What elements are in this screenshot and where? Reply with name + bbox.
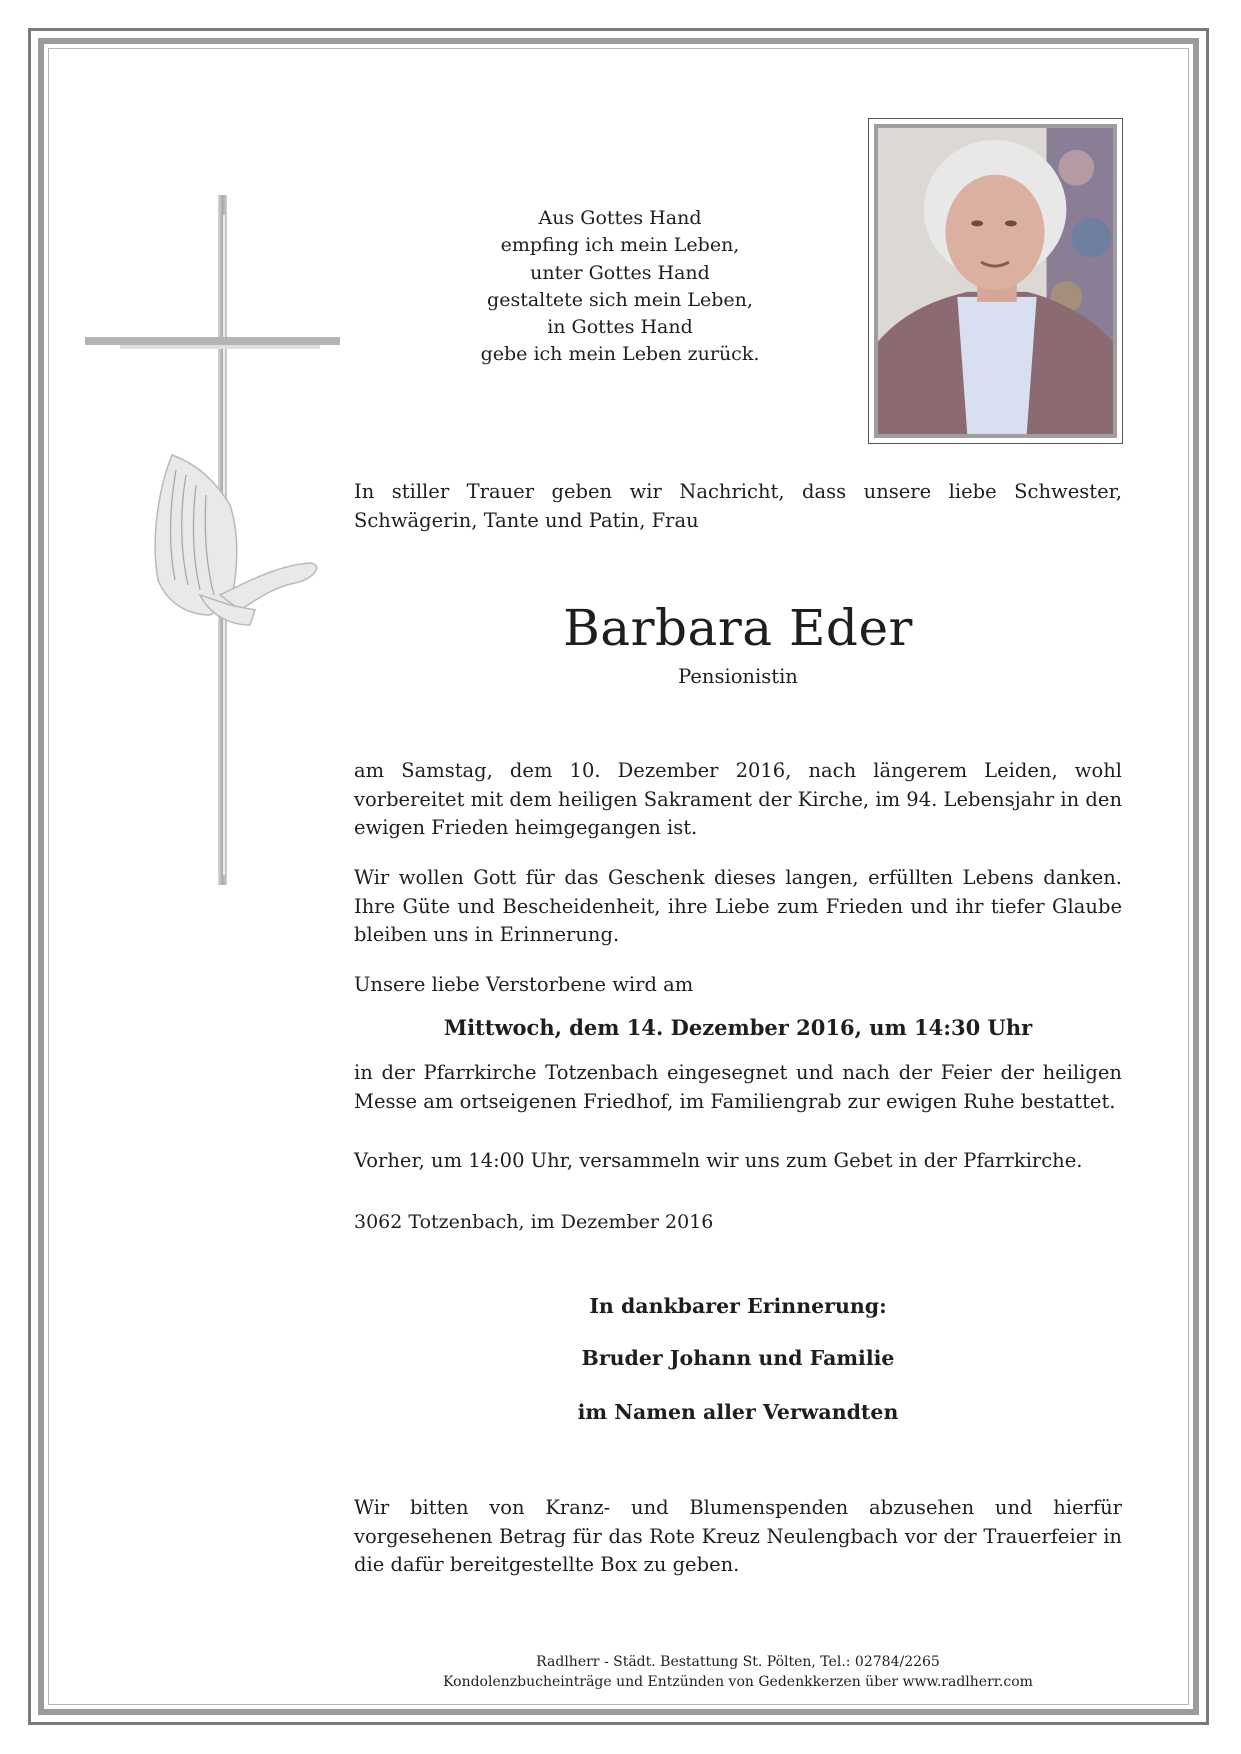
cross-praying-hands-icon: [80, 185, 380, 905]
poem: [420, 205, 820, 369]
portrait-frame: [868, 118, 1123, 444]
funeral-details: in der Pfarrkirche Totzenbach eingesegnet und nach der Feier der heiligen Messe am ortseigenen Friedhof, im Familiengrab zur ewigen Ruhe bestattet.: [354, 1061, 1122, 1113]
prayer-text: Vorher, um 14:00 Uhr, versammeln wir uns zum Gebet in der Pfarrkirche.: [354, 1149, 1083, 1172]
footer-line: Kondolenzbucheinträge und Entzünden von Gedenkkerzen über www.radlherr.com: [443, 1674, 1033, 1690]
poem-line: unter Gottes Hand: [530, 261, 710, 284]
funeral-intro: Unsere liebe Verstorbene wird am: [354, 973, 694, 996]
poem-line: Aus Gottes Hand: [538, 207, 702, 229]
poem-line: empfing ich mein Leben,: [500, 234, 740, 257]
intro-text: In stiller Trauer geben wir Nachricht, dass unsere liebe Schwester, Schwägerin, Tante und Patin, Frau: [354, 480, 1122, 532]
footer-line: Radlherr - Städt. Bestattung St. Pölten, Tel.: 02784/2265: [536, 1654, 940, 1670]
signoff-line: In dankbarer Erinnerung:: [589, 1294, 887, 1318]
signoff-line: Bruder Johann und Familie: [581, 1346, 895, 1370]
deceased-name: Barbara Eder: [563, 599, 913, 657]
portrait-photo: [874, 124, 1117, 438]
poem-line: gebe ich mein Leben zurück.: [480, 343, 760, 366]
passing-paragraph: am Samstag, dem 10. Dezember 2016, nach längerem Leiden, wohl vorbereitet mit dem heiligen Sakrament der Kirche, im 94. Lebensjahr in den ewigen Frieden heimgegangen ist.: [354, 759, 1122, 839]
place-date: 3062 Totzenbach, im Dezember 2016: [354, 1211, 714, 1233]
poem-line: in Gottes Hand: [547, 316, 693, 339]
signoff-line: im Namen aller Verwandten: [577, 1400, 899, 1424]
poem-line: gestaltete sich mein Leben,: [487, 288, 753, 311]
funeral-date: Mittwoch, dem 14. Dezember 2016, um 14:30 Uhr: [443, 1015, 1033, 1040]
donation-paragraph: Wir bitten von Kranz- und Blumenspenden abzusehen und hierfür vorgesehenen Betrag für das Rote Kreuz Neulengbach vor der Trauerfeier in die dafür bereitgestellte Box zu geben.: [354, 1496, 1122, 1576]
occupation: Pensionistin: [678, 665, 798, 688]
gratitude-paragraph: Wir wollen Gott für das Geschenk dieses langen, erfüllten Lebens danken. Ihre Güte und Bescheidenheit, ihre Liebe zum Frieden und ihr tiefer Glaube bleiben uns in Erinnerung.: [354, 866, 1122, 946]
